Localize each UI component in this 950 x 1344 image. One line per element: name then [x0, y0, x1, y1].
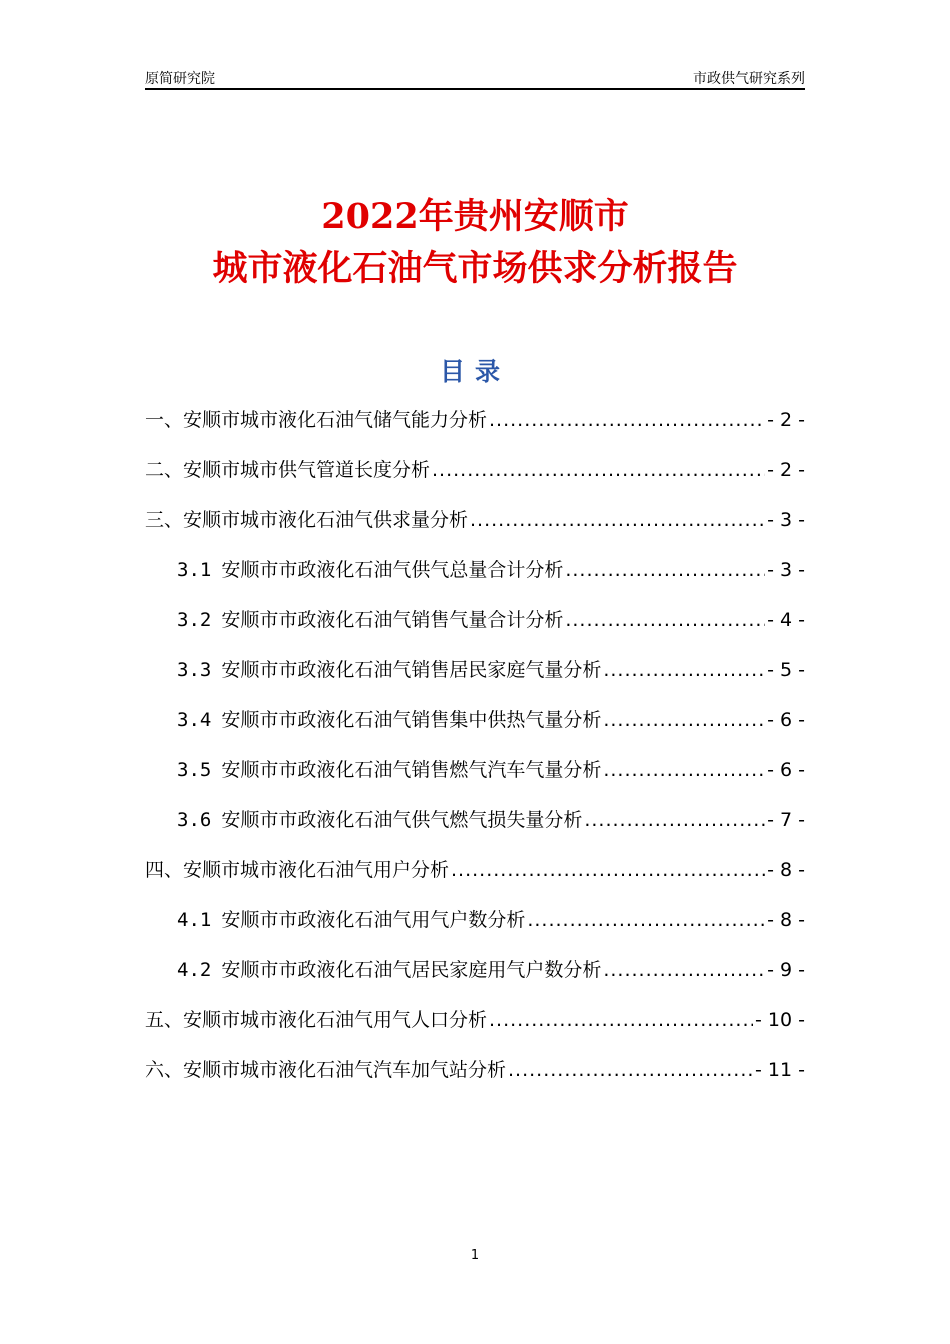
- toc-entry-text: 安顺市市政液化石油气销售燃气汽车气量分析: [221, 759, 602, 781]
- toc-entry-page: - 8 -: [767, 859, 805, 881]
- toc-entry-text: 安顺市市政液化石油气销售集中供热气量分析: [221, 709, 602, 731]
- toc-subentry[interactable]: [145, 552, 805, 602]
- toc-leader-dots: [470, 502, 765, 538]
- toc-entry-page: - 9 -: [767, 959, 805, 981]
- toc-entry-page: - 2 -: [767, 459, 805, 481]
- toc-entry-text: 安顺市市政液化石油气销售居民家庭气量分析: [221, 659, 602, 681]
- toc-entry-label: 五、安顺市城市液化石油气用气人口分析: [145, 1009, 488, 1031]
- toc-entry-number: 4.1: [177, 909, 212, 931]
- toc-entry-number: 3.2: [177, 609, 212, 631]
- toc-entry[interactable]: [145, 1052, 805, 1102]
- toc-entry-number: 3.4: [177, 709, 212, 731]
- toc-entry-text: 安顺市市政液化石油气供气燃气损失量分析: [221, 809, 583, 831]
- toc-entry[interactable]: [145, 1002, 805, 1052]
- page-header: [145, 68, 805, 90]
- toc-entry-label: [177, 552, 563, 588]
- toc-leader-dots: [584, 802, 765, 838]
- toc-entry-number: 4.2: [177, 959, 212, 981]
- document-title: [0, 193, 950, 293]
- toc-entry-page: - 6 -: [767, 759, 805, 781]
- toc-entry[interactable]: [145, 852, 805, 902]
- toc-entry-label: [177, 652, 601, 688]
- toc-entry-label: 四、安顺市城市液化石油气用户分析: [145, 859, 450, 881]
- toc-entry-label: [177, 952, 601, 988]
- toc-leader-dots: [565, 602, 765, 638]
- toc-leader-dots: [432, 452, 765, 488]
- toc-entry-page: - 11 -: [755, 1059, 805, 1081]
- toc-entry-number: 3.5: [177, 759, 212, 781]
- toc-entry-page: - 7 -: [767, 809, 805, 831]
- toc-entry-page: - 10 -: [755, 1009, 805, 1031]
- toc-subentry[interactable]: [145, 652, 805, 702]
- toc-entry-page: - 3 -: [767, 509, 805, 531]
- toc-entry-page: - 3 -: [767, 559, 805, 581]
- header-series: 市政供气研究系列: [693, 71, 805, 87]
- toc-leader-dots: [451, 852, 765, 888]
- toc-leader-dots: [603, 702, 765, 738]
- toc-entry-page: - 2 -: [767, 409, 805, 431]
- toc-leader-dots: [603, 752, 765, 788]
- toc-subentry[interactable]: [145, 602, 805, 652]
- toc-entry-page: - 6 -: [767, 709, 805, 731]
- toc-subentry[interactable]: [145, 752, 805, 802]
- toc-entry[interactable]: [145, 452, 805, 502]
- toc-subentry[interactable]: [145, 702, 805, 752]
- toc-subentry[interactable]: [145, 952, 805, 1002]
- toc-leader-dots: [565, 552, 765, 588]
- toc-entry[interactable]: [145, 502, 805, 552]
- toc-entry-label: [177, 752, 601, 788]
- table-of-contents: [145, 402, 805, 1102]
- toc-entry-label: 二、安顺市城市供气管道长度分析: [145, 459, 431, 481]
- toc-entry-number: 3.3: [177, 659, 212, 681]
- toc-entry[interactable]: [145, 402, 805, 452]
- toc-entry-page: - 5 -: [767, 659, 805, 681]
- toc-entry-text: 安顺市市政液化石油气用气户数分析: [221, 909, 526, 931]
- toc-entry-label: [177, 902, 525, 938]
- title-line-1: 2022年贵州安顺市: [321, 196, 629, 237]
- toc-entry-label: [177, 602, 563, 638]
- toc-entry-label: [177, 802, 582, 838]
- toc-entry-label: 三、安顺市城市液化石油气供求量分析: [145, 509, 469, 531]
- toc-entry-label: [177, 702, 601, 738]
- toc-subentry[interactable]: [145, 802, 805, 852]
- toc-entry-page: - 4 -: [767, 609, 805, 631]
- toc-entry-number: 3.1: [177, 559, 212, 581]
- toc-leader-dots: [508, 1052, 753, 1088]
- toc-leader-dots: [527, 902, 765, 938]
- header-org: 原简研究院: [145, 71, 215, 87]
- toc-entry-text: 安顺市市政液化石油气销售气量合计分析: [221, 609, 564, 631]
- toc-entry-label: 六、安顺市城市液化石油气汽车加气站分析: [145, 1059, 507, 1081]
- toc-entry-page: - 8 -: [767, 909, 805, 931]
- title-line-2: 城市液化石油气市场供求分析报告: [212, 248, 738, 289]
- toc-entry-label: 一、安顺市城市液化石油气储气能力分析: [145, 409, 488, 431]
- toc-entry-number: 3.6: [177, 809, 212, 831]
- toc-leader-dots: [603, 652, 765, 688]
- toc-heading: 目录: [439, 357, 510, 386]
- toc-leader-dots: [489, 402, 765, 438]
- toc-entry-text: 安顺市市政液化石油气居民家庭用气户数分析: [221, 959, 602, 981]
- toc-subentry[interactable]: [145, 902, 805, 952]
- page-number: 1: [470, 1248, 480, 1263]
- toc-entry-text: 安顺市市政液化石油气供气总量合计分析: [221, 559, 564, 581]
- toc-leader-dots: [489, 1002, 753, 1038]
- toc-leader-dots: [603, 952, 765, 988]
